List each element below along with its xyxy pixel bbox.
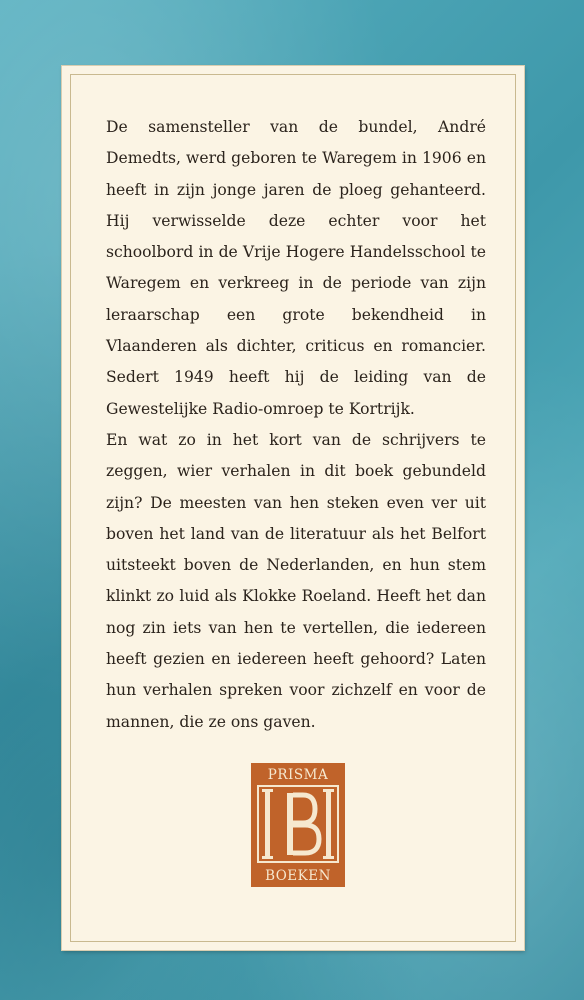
pb-monogram-icon (257, 785, 339, 863)
blurb-paragraph-author: De samensteller van de bundel, André Demedts, werd geboren te Waregem in 1906 en heeft in zijn jonge jaren de ploeg gehanteerd. Hij verwisselde deze echter voor het schoolbord in de Vrije Hogere Handelsschool te Waregem en verkreeg in de periode van zijn leraarschap een grote bekendheid in Vlaanderen als dichter, criticus en romancier. Sedert 1949 heeft hij de leiding van de Gewestelijke Radio-omroep te Kortrijk. (106, 118, 486, 418)
blurb-text (106, 112, 486, 738)
logo-top-word: PRISMA (267, 767, 329, 783)
prisma-boeken-logo (251, 763, 345, 887)
text-panel (62, 66, 524, 950)
logo-bottom-word: BOEKEN (265, 868, 331, 884)
blurb-paragraph-writers: En wat zo in het kort van de schrijvers te zeggen, wier verhalen in dit boek gebundeld zijn? De meesten van hen steken even ver uit boven het land van de literatuur als het Belfort uitsteekt boven de Nederlanden, en hun stem klinkt zo luid als Klokke Roeland. Heeft het dan nog zin iets van hen te vertellen, die iedereen heeft gezien en iedereen heeft gehoord? Laten hun verhalen spreken voor zichzelf en voor de mannen, die ze ons gaven. (106, 430, 486, 731)
